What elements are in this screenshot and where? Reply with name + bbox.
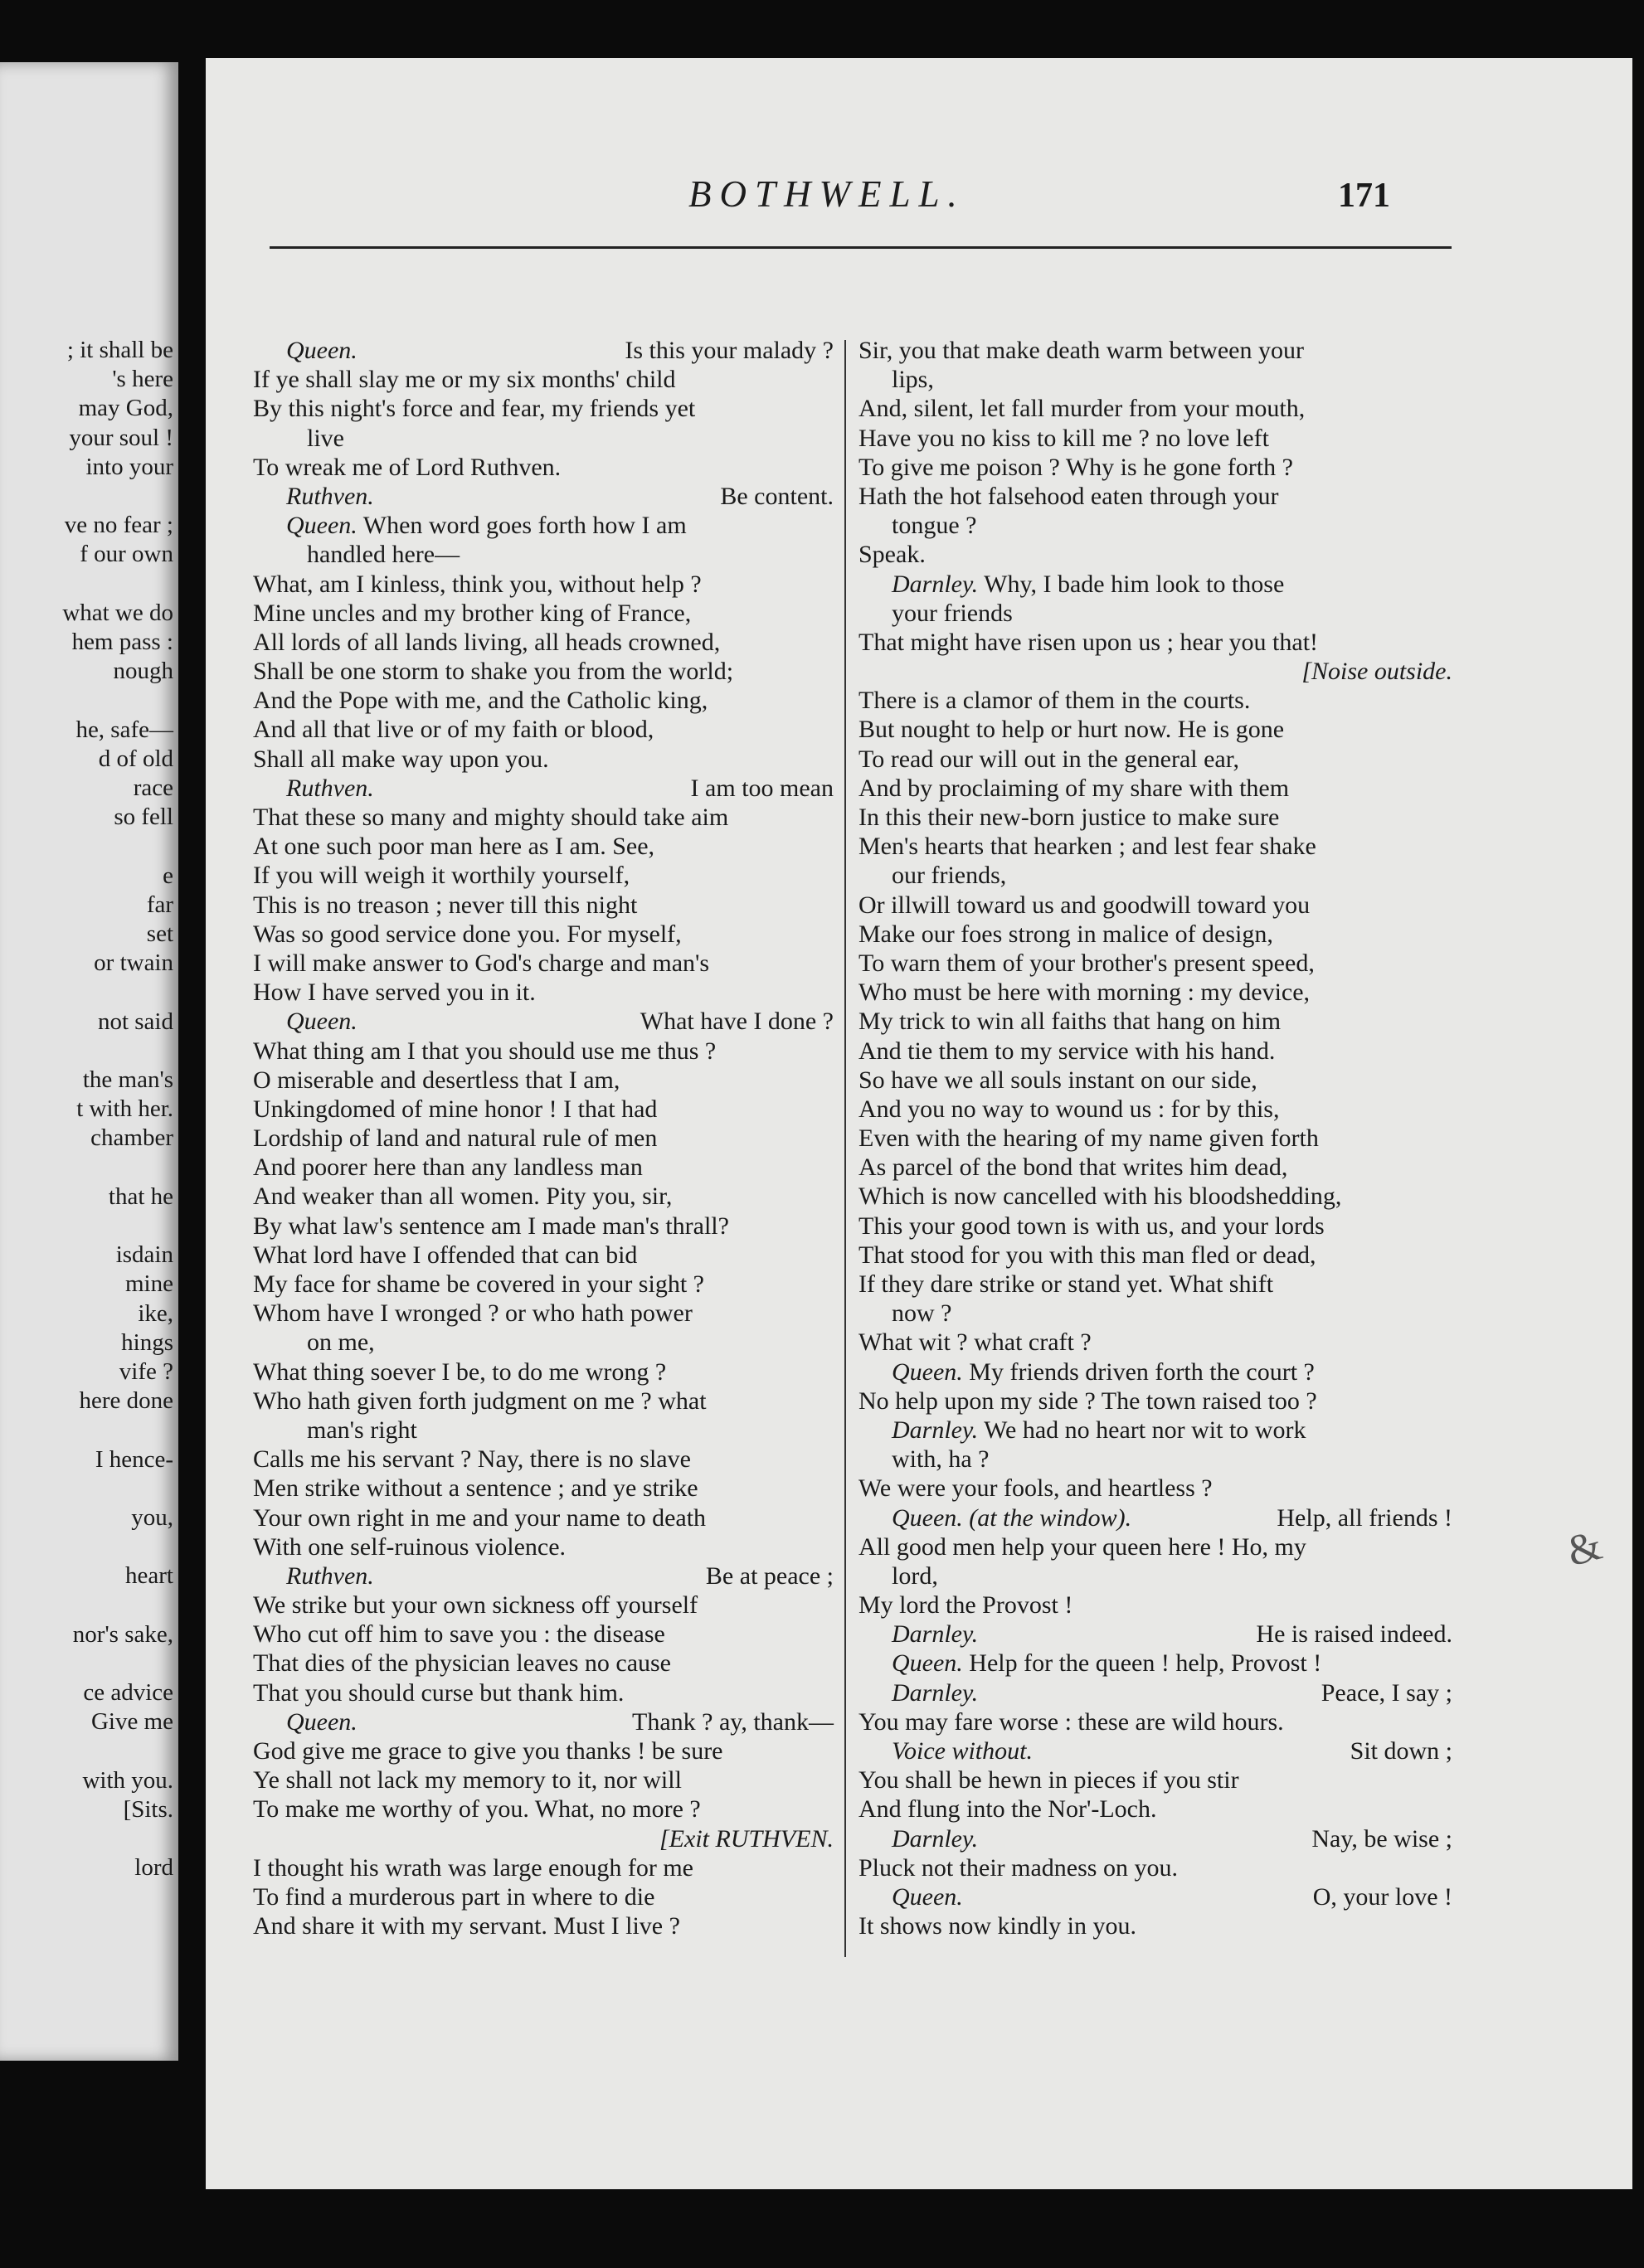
- line-text: Even with the hearing of my name given forth: [858, 1124, 1319, 1153]
- verse-line: [858, 1387, 1452, 1416]
- fragment-line: he, safe—: [75, 716, 173, 743]
- speaker-name: Ruthven.: [286, 774, 374, 802]
- line-text: What have I done ?: [640, 1008, 834, 1036]
- line-text: O miserable and desertless that I am,: [253, 1066, 620, 1094]
- line-text: Why, I bade him look to those: [984, 570, 1285, 598]
- verse-line: [858, 891, 1452, 920]
- verse-line: [858, 424, 1452, 453]
- line-text: Sit down ;: [1350, 1737, 1452, 1765]
- line-text: handled here—: [307, 541, 460, 569]
- line-text: This is no treason ; never till this night: [253, 891, 638, 919]
- verse-line: [858, 861, 1452, 890]
- line-text: My trick to win all faiths that hang on him: [858, 1008, 1282, 1036]
- verse-line: [858, 1474, 1452, 1503]
- verse-line: [253, 1474, 834, 1503]
- verse-line: [253, 803, 834, 832]
- verse-line: [858, 1037, 1452, 1066]
- verse-line: [253, 453, 834, 482]
- line-text: Men's hearts that hearken ; and lest fear shake: [858, 833, 1316, 861]
- fragment-line: t with her.: [76, 1095, 173, 1123]
- verse-line: [253, 394, 834, 423]
- verse-line: [253, 715, 834, 744]
- verse-line: [858, 570, 1452, 599]
- line-text: That might have risen upon us ; hear you that!: [858, 628, 1319, 656]
- fragment-line: nor's sake,: [72, 1620, 173, 1648]
- line-text: So have we all souls instant on our side,: [858, 1066, 1257, 1094]
- line-text: Ye shall not lack my memory to it, nor will: [253, 1766, 682, 1794]
- line-text: By what law's sentence am I made man's thrall?: [253, 1212, 729, 1240]
- verse-line: [858, 1591, 1452, 1620]
- line-text: Thank ? ay, thank—: [632, 1707, 834, 1736]
- verse-line: [253, 1037, 834, 1066]
- line-text: with, ha ?: [892, 1445, 990, 1474]
- line-text: I thought his wrath was large enough for me: [253, 1853, 693, 1882]
- line-text: He is raised indeed.: [1256, 1620, 1452, 1649]
- speaker-name: Queen.: [286, 512, 357, 540]
- verse-line: [858, 1765, 1452, 1794]
- line-text: To wreak me of Lord Ruthven.: [253, 453, 562, 481]
- line-text: Men strike without a sentence ; and ye strike: [253, 1474, 698, 1503]
- line-text: Whom have I wronged ? or who hath power: [253, 1299, 693, 1328]
- line-text: Is this your malady ?: [625, 337, 834, 364]
- fragment-line: mine: [125, 1270, 173, 1298]
- speaker-name: Queen.: [286, 337, 357, 364]
- line-text: That you should curse but thank him.: [253, 1678, 625, 1707]
- line-text: Pluck not their madness on you.: [858, 1853, 1178, 1882]
- line-text: now ?: [892, 1299, 952, 1328]
- speaker-name: Queen.: [286, 1008, 357, 1036]
- fragment-line: 's here: [112, 366, 173, 393]
- line-text: No help upon my side ? The town raised too ?: [858, 1387, 1317, 1415]
- verse-line: [858, 628, 1452, 657]
- line-text: We had no heart nor wit to work: [984, 1416, 1306, 1444]
- verse-line: [253, 978, 834, 1007]
- fragment-line: [Sits.: [123, 1796, 173, 1823]
- line-text: lord,: [892, 1561, 938, 1590]
- verse-line: [858, 1095, 1452, 1124]
- verse-line: [858, 1824, 1452, 1853]
- fragment-line: hings: [121, 1328, 173, 1356]
- line-text: And by proclaiming of my share with them: [858, 774, 1290, 802]
- verse-line: [253, 1532, 834, 1561]
- line-text: your friends: [892, 599, 1013, 627]
- fragment-line: I hence-: [95, 1445, 173, 1473]
- left-text-column: [253, 336, 834, 1940]
- line-text: Nay, be wise ;: [1311, 1824, 1452, 1853]
- line-text: tongue ?: [892, 512, 977, 540]
- verse-line: [858, 774, 1452, 803]
- fragment-line: so fell: [114, 804, 173, 831]
- verse-line: [253, 1591, 834, 1620]
- verse-line: [858, 540, 1452, 569]
- verse-line: [253, 1503, 834, 1532]
- line-text: It shows now kindly in you.: [858, 1912, 1137, 1940]
- verse-line: [858, 1241, 1452, 1270]
- line-text: All good men help your queen here ! Ho, my: [858, 1532, 1306, 1561]
- verse-line: [858, 1007, 1452, 1036]
- speaker-name: Queen.: [892, 1357, 963, 1386]
- fragment-line: ce advice: [83, 1679, 173, 1707]
- verse-line: [858, 978, 1452, 1007]
- verse-line: [858, 1503, 1452, 1532]
- verse-line: [253, 570, 834, 599]
- line-text: Unkingdomed of mine honor ! I that had: [253, 1095, 658, 1123]
- line-text: All lords of all lands living, all heads crowned,: [253, 628, 721, 656]
- fragment-line: isdain: [115, 1241, 173, 1269]
- fragment-line: that he: [108, 1183, 173, 1210]
- verse-line: [858, 1532, 1452, 1561]
- verse-line: [253, 1124, 834, 1153]
- line-text: Your own right in me and your name to death: [253, 1503, 707, 1532]
- verse-line: [858, 832, 1452, 861]
- facing-page-fragment: [0, 62, 178, 2061]
- verse-line: [253, 511, 834, 540]
- verse-line: [858, 1678, 1452, 1707]
- line-text: Make our foes strong in malice of design,: [858, 920, 1273, 948]
- fragment-line: chamber: [90, 1124, 173, 1152]
- verse-line: [858, 715, 1452, 744]
- line-text: What, am I kinless, think you, without help ?: [253, 570, 702, 598]
- line-text: Shall be one storm to shake you from the world;: [253, 658, 734, 686]
- verse-line: [253, 832, 834, 861]
- fragment-line: lord: [134, 1854, 173, 1882]
- line-text: With one self-ruinous violence.: [253, 1532, 567, 1561]
- fragment-line: f our own: [80, 541, 173, 568]
- line-text: To find a murderous part in where to die: [253, 1882, 655, 1911]
- verse-line: [253, 1066, 834, 1095]
- running-title: BOTHWELL.: [688, 173, 965, 215]
- line-text: To make me worthy of you. What, no more ?: [253, 1795, 701, 1824]
- fragment-line: far: [146, 891, 173, 918]
- verse-line: [858, 1357, 1452, 1387]
- line-text: To warn them of your brother's present speed,: [858, 949, 1315, 977]
- line-text: I will make answer to God's charge and man's: [253, 949, 710, 977]
- line-text: O, your love !: [1312, 1882, 1452, 1911]
- verse-line: [253, 861, 834, 890]
- right-text-column: [858, 336, 1452, 1940]
- verse-line: [253, 1824, 834, 1853]
- verse-line: [858, 1445, 1452, 1474]
- verse-line: [253, 1095, 834, 1124]
- fragment-line: into your: [85, 453, 173, 480]
- line-text: Help, all friends !: [1277, 1503, 1452, 1532]
- verse-line: [858, 336, 1452, 365]
- verse-line: [253, 745, 834, 774]
- line-text: Which is now cancelled with his bloodshedding,: [858, 1183, 1342, 1211]
- line-text: Who hath given forth judgment on me ? what: [253, 1387, 707, 1415]
- verse-line: [858, 453, 1452, 482]
- verse-line: [858, 1911, 1452, 1940]
- verse-line: [253, 1882, 834, 1911]
- verse-line: [253, 657, 834, 686]
- verse-line: [253, 1707, 834, 1736]
- header-rule: [270, 246, 1452, 249]
- verse-line: [858, 1736, 1452, 1765]
- verse-line: [858, 511, 1452, 540]
- line-text: Help for the queen ! help, Provost !: [969, 1649, 1322, 1678]
- verse-line: [858, 745, 1452, 774]
- line-text: What wit ? what craft ?: [858, 1328, 1092, 1357]
- line-text: And, silent, let fall murder from your mouth,: [858, 395, 1306, 423]
- margin-mark: &: [1562, 1521, 1608, 1576]
- fragment-line: your soul !: [69, 424, 173, 451]
- line-text: Be content.: [720, 482, 834, 510]
- verse-line: [253, 949, 834, 978]
- fragment-line: Give me: [90, 1708, 173, 1736]
- line-text: Be at peace ;: [705, 1561, 834, 1590]
- stage-direction: [Exit RUTHVEN.: [659, 1824, 834, 1853]
- verse-line: [253, 540, 834, 569]
- speaker-name: Ruthven.: [286, 482, 374, 510]
- fragment-line: here done: [79, 1387, 173, 1415]
- line-text: To give me poison ? Why is he gone forth ?: [858, 453, 1293, 481]
- verse-line: [858, 1882, 1452, 1911]
- verse-line: [253, 1678, 834, 1707]
- line-text: Was so good service done you. For myself,: [253, 920, 682, 948]
- verse-line: [858, 394, 1452, 423]
- stage-direction: (at the window).: [969, 1503, 1132, 1532]
- speaker-name: Darnley.: [892, 1824, 979, 1853]
- verse-line: [858, 686, 1452, 715]
- line-text: Who must be here with morning : my device,: [858, 979, 1311, 1007]
- line-text: Who cut off him to save you : the disease: [253, 1620, 665, 1649]
- line-text: But nought to help or hurt now. He is gone: [858, 716, 1285, 744]
- line-text: As parcel of the bond that writes him dead,: [858, 1153, 1288, 1182]
- verse-line: [858, 920, 1452, 949]
- fragment-line: not said: [97, 1008, 173, 1035]
- verse-line: [253, 1270, 834, 1299]
- speaker-name: Darnley.: [892, 570, 979, 598]
- verse-line: [253, 1620, 834, 1649]
- verse-line: [253, 1299, 834, 1328]
- fragment-line: ike,: [138, 1299, 173, 1327]
- line-text: And weaker than all women. Pity you, sir,: [253, 1183, 673, 1211]
- line-text: We were your fools, and heartless ?: [858, 1474, 1213, 1503]
- line-text: on me,: [307, 1328, 375, 1357]
- line-text: You may fare worse : these are wild hours.: [858, 1707, 1284, 1736]
- line-text: What thing soever I be, to do me wrong ?: [253, 1357, 667, 1386]
- verse-line: [253, 1649, 834, 1678]
- verse-line: [858, 1853, 1452, 1882]
- line-text: And all that live or of my faith or blood,: [253, 716, 654, 744]
- line-text: You shall be hewn in pieces if you stir: [858, 1766, 1239, 1794]
- fragment-line: the man's: [82, 1066, 173, 1093]
- fragment-line: nough: [113, 658, 173, 685]
- fragment-line: you,: [131, 1504, 173, 1531]
- line-text: This your good town is with us, and your lords: [858, 1212, 1325, 1240]
- line-text: My friends driven forth the court ?: [969, 1357, 1315, 1386]
- line-text: Hath the hot falsehood eaten through your: [858, 482, 1279, 510]
- line-text: Calls me his servant ? Nay, there is no slave: [253, 1445, 691, 1474]
- verse-line: [253, 1561, 834, 1591]
- line-text: Speak.: [858, 541, 926, 569]
- verse-line: [858, 1124, 1452, 1153]
- line-text: Lordship of land and natural rule of men: [253, 1124, 658, 1153]
- line-text: If ye shall slay me or my six months' child: [253, 366, 676, 394]
- verse-line: [858, 1270, 1452, 1299]
- verse-line: [858, 1707, 1452, 1736]
- verse-line: [858, 1182, 1452, 1211]
- verse-line: [858, 803, 1452, 832]
- verse-line: [858, 1649, 1452, 1678]
- verse-line: [253, 1241, 834, 1270]
- fragment-line: race: [133, 775, 173, 801]
- line-text: My face for shame be covered in your sight ?: [253, 1270, 704, 1298]
- verse-line: [253, 1153, 834, 1182]
- speaker-name: Ruthven.: [286, 1561, 374, 1590]
- verse-line: [253, 1853, 834, 1882]
- verse-line: [858, 1066, 1452, 1095]
- verse-line: [253, 1182, 834, 1211]
- line-text: That dies of the physician leaves no cause: [253, 1649, 671, 1678]
- line-text: In this their new-born justice to make sure: [858, 804, 1280, 831]
- verse-line: [858, 949, 1452, 978]
- line-text: God give me grace to give you thanks ! be sure: [253, 1737, 723, 1765]
- verse-line: [253, 1794, 834, 1824]
- verse-line: [858, 1561, 1452, 1591]
- line-text: At one such poor man here as I am. See,: [253, 833, 655, 861]
- speaker-name: Darnley.: [892, 1678, 979, 1707]
- verse-line: [858, 1328, 1452, 1357]
- verse-line: [253, 482, 834, 511]
- verse-line: [858, 365, 1452, 394]
- verse-line: [858, 1620, 1452, 1649]
- fragment-line: d of old: [98, 745, 173, 772]
- page-number: 171: [1338, 177, 1390, 215]
- speaker-name: Queen.: [892, 1503, 963, 1532]
- verse-line: [858, 1212, 1452, 1241]
- line-text: We strike but your own sickness off yourself: [253, 1591, 698, 1620]
- verse-line: [858, 1153, 1452, 1182]
- line-text: And share it with my servant. Must I live ?: [253, 1912, 680, 1940]
- fragment-line: ; it shall be: [66, 337, 173, 363]
- speaker-name: Darnley.: [892, 1620, 979, 1649]
- line-text: our friends,: [892, 862, 1007, 890]
- verse-line: [253, 599, 834, 628]
- verse-line: [253, 774, 834, 803]
- line-text: And the Pope with me, and the Catholic king,: [253, 687, 708, 715]
- line-text: Or illwill toward us and goodwill toward you: [858, 891, 1311, 919]
- verse-line: [253, 1357, 834, 1387]
- line-text: And tie them to my service with his hand.: [858, 1037, 1276, 1065]
- speaker-name: Queen.: [892, 1649, 963, 1678]
- line-text: When word goes forth how I am: [362, 512, 687, 540]
- line-text: Peace, I say ;: [1321, 1678, 1452, 1707]
- speaker-name: Voice without.: [892, 1737, 1033, 1765]
- verse-line: [858, 482, 1452, 511]
- verse-line: [253, 686, 834, 715]
- verse-line: [858, 657, 1452, 686]
- line-text: Sir, you that make death warm between your: [858, 337, 1304, 364]
- line-text: How I have served you in it.: [253, 979, 536, 1007]
- fragment-line: with you.: [82, 1766, 173, 1794]
- line-text: man's right: [307, 1416, 417, 1444]
- verse-line: [253, 1212, 834, 1241]
- fragment-line: may God,: [78, 395, 173, 422]
- verse-line: [858, 1794, 1452, 1824]
- speaker-name: Queen.: [286, 1707, 357, 1736]
- fragment-line: hem pass :: [71, 629, 173, 655]
- verse-line: [253, 1736, 834, 1765]
- line-text: And you no way to wound us : for by this,: [858, 1095, 1280, 1123]
- line-text: That these so many and mighty should take aim: [253, 804, 729, 831]
- verse-line: [253, 920, 834, 949]
- line-text: Have you no kiss to kill me ? no love left: [858, 424, 1269, 452]
- verse-line: [253, 1328, 834, 1357]
- line-text: Mine uncles and my brother king of France,: [253, 599, 692, 627]
- line-text: lips,: [892, 366, 934, 394]
- column-divider: [844, 340, 846, 1957]
- stage-direction: [Noise outside.: [1301, 658, 1452, 686]
- verse-line: [253, 1416, 834, 1445]
- verse-line: [253, 1007, 834, 1036]
- fragment-line: ve no fear ;: [64, 512, 173, 539]
- verse-line: [253, 1911, 834, 1940]
- line-text: I am too mean: [690, 774, 834, 802]
- line-text: If you will weigh it worthily yourself,: [253, 862, 630, 890]
- line-text: And flung into the Nor'-Loch.: [858, 1795, 1157, 1824]
- line-text: What thing am I that you should use me thus ?: [253, 1037, 717, 1065]
- line-text: What lord have I offended that can bid: [253, 1241, 638, 1269]
- line-text: And poorer here than any landless man: [253, 1153, 643, 1182]
- speaker-name: Queen.: [892, 1882, 963, 1911]
- fragment-line: heart: [125, 1562, 173, 1590]
- verse-line: [253, 1445, 834, 1474]
- verse-line: [858, 1299, 1452, 1328]
- fragment-line: what we do: [62, 599, 173, 626]
- line-text: If they dare strike or stand yet. What shift: [858, 1270, 1274, 1298]
- fragment-line: vife ?: [119, 1358, 173, 1385]
- speaker-name: Darnley.: [892, 1416, 979, 1444]
- line-text: Shall all make way upon you.: [253, 745, 549, 773]
- line-text: My lord the Provost !: [858, 1591, 1073, 1620]
- fragment-line: e: [163, 862, 173, 889]
- verse-line: [858, 1416, 1452, 1445]
- fragment-line: set: [146, 920, 173, 947]
- line-text: There is a clamor of them in the courts.: [858, 687, 1251, 715]
- verse-line: [253, 365, 834, 394]
- verse-line: [253, 336, 834, 365]
- verse-line: [253, 628, 834, 657]
- verse-line: [253, 424, 834, 453]
- verse-line: [253, 1765, 834, 1794]
- fragment-line: or twain: [94, 949, 173, 977]
- verse-line: [858, 599, 1452, 628]
- line-text: live: [307, 424, 344, 452]
- line-text: By this night's force and fear, my friends yet: [253, 395, 696, 423]
- verse-line: [253, 1387, 834, 1416]
- line-text: That stood for you with this man fled or dead,: [858, 1241, 1316, 1269]
- line-text: To read our will out in the general ear,: [858, 745, 1240, 773]
- verse-line: [253, 891, 834, 920]
